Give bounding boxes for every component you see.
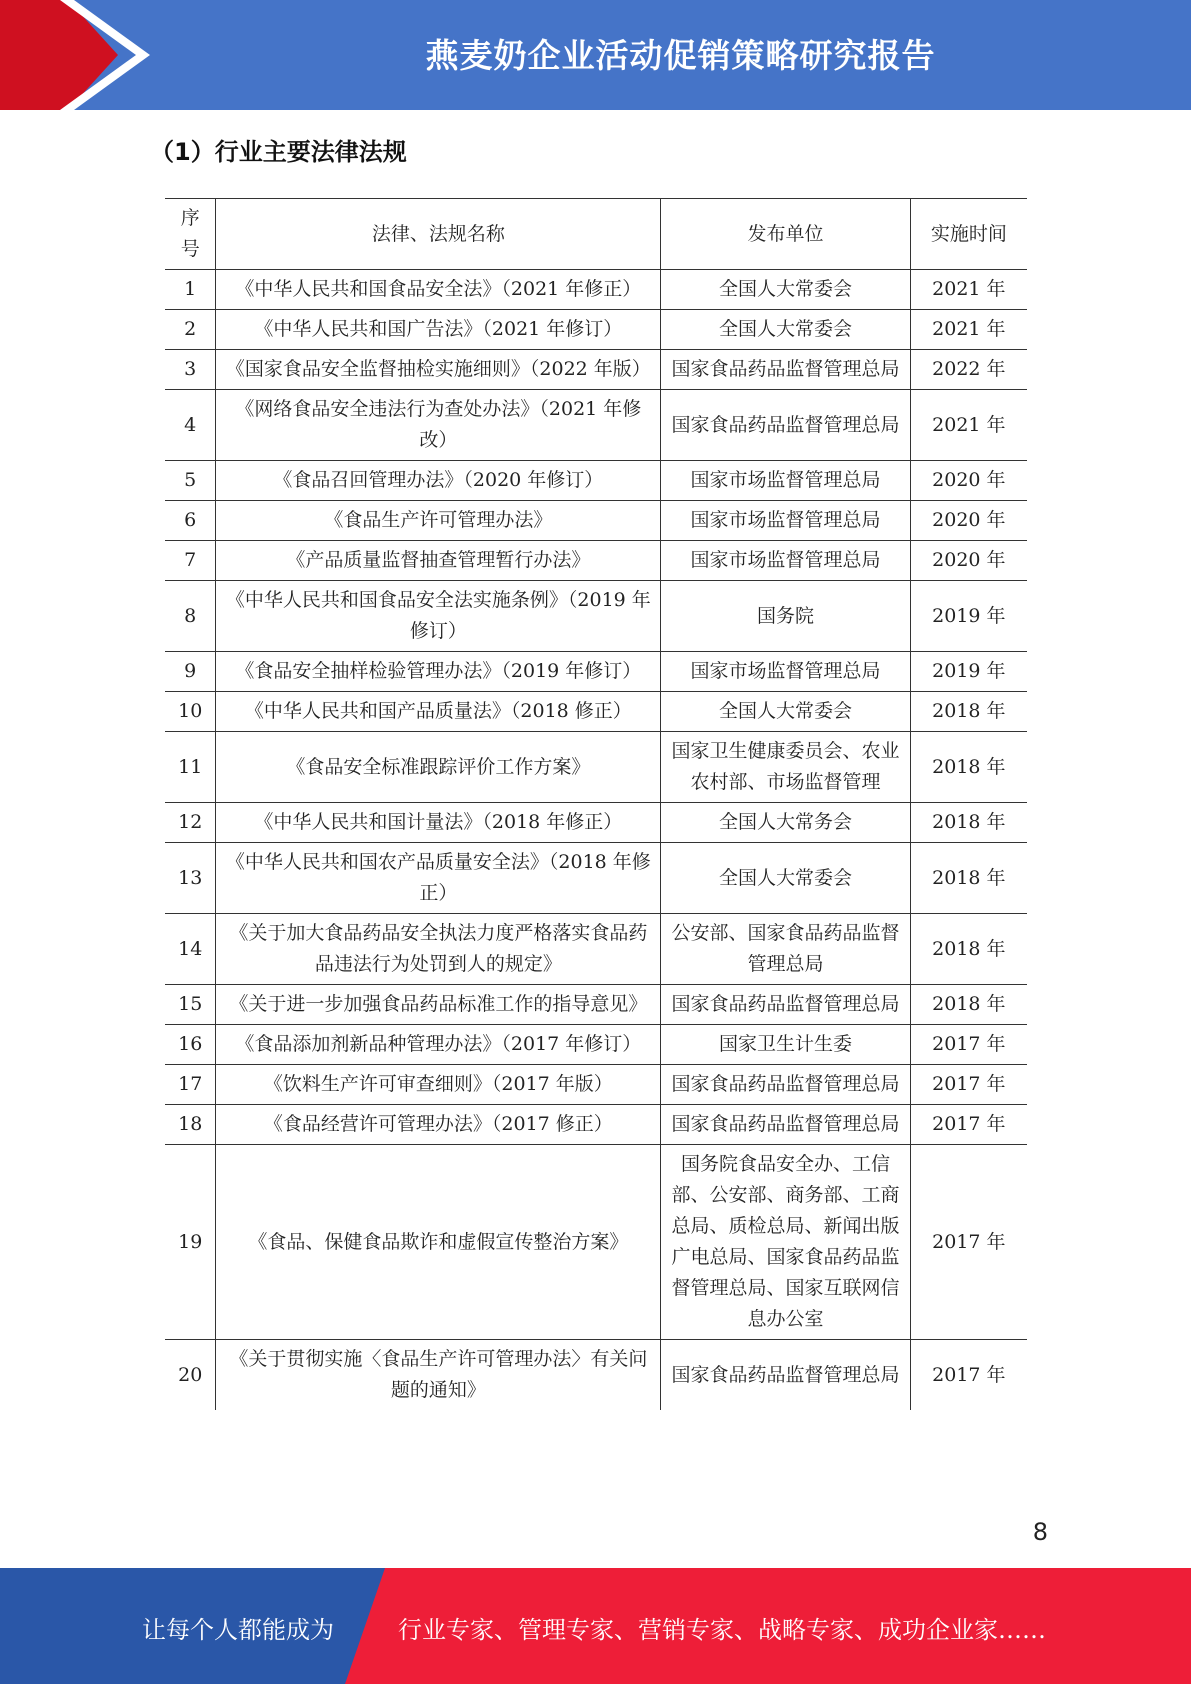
- cell-law-name: 《食品生产许可管理办法》: [216, 501, 661, 541]
- cell-seq: 7: [165, 541, 216, 581]
- cell-year: 2017 年: [910, 1145, 1027, 1340]
- cell-publisher: 国家市场监督管理总局: [661, 461, 910, 501]
- header-year: 实施时间: [910, 199, 1027, 270]
- cell-seq: 8: [165, 581, 216, 652]
- footer-slogan-right: 行业专家、管理专家、营销专家、战略专家、成功企业家……: [398, 1616, 1046, 1644]
- footer-slogan-left: 让每个人都能成为: [142, 1616, 334, 1644]
- cell-law-name: 《食品、保健食品欺诈和虚假宣传整治方案》: [216, 1145, 661, 1340]
- cell-law-name: 《中华人民共和国食品安全法》（2021 年修正）: [216, 270, 661, 310]
- cell-year: 2017 年: [910, 1025, 1027, 1065]
- cell-seq: 3: [165, 350, 216, 390]
- table-row: [165, 390, 1027, 461]
- header-name: 法律、法规名称: [216, 199, 661, 270]
- cell-year: 2020 年: [910, 501, 1027, 541]
- cell-year: 2018 年: [910, 803, 1027, 843]
- cell-publisher: 国家卫生健康委员会、农业农村部、市场监督管理: [661, 732, 910, 803]
- header-seq: 序号: [165, 199, 216, 270]
- table-row: [165, 1340, 1027, 1411]
- page-title: 燕麦奶企业活动促销策略研究报告: [425, 35, 936, 75]
- table-row: [165, 581, 1027, 652]
- cell-seq: 14: [165, 914, 216, 985]
- cell-publisher: 国家卫生计生委: [661, 1025, 910, 1065]
- table-row: [165, 1065, 1027, 1105]
- laws-table: [165, 198, 1027, 1410]
- cell-year: 2017 年: [910, 1065, 1027, 1105]
- cell-publisher: 国家食品药品监督管理总局: [661, 350, 910, 390]
- cell-seq: 5: [165, 461, 216, 501]
- cell-publisher: 国家食品药品监督管理总局: [661, 1340, 910, 1411]
- cell-year: 2021 年: [910, 270, 1027, 310]
- cell-year: 2019 年: [910, 581, 1027, 652]
- table-row: [165, 843, 1027, 914]
- cell-law-name: 《食品安全标准跟踪评价工作方案》: [216, 732, 661, 803]
- cell-year: 2018 年: [910, 843, 1027, 914]
- cell-year: 2021 年: [910, 390, 1027, 461]
- cell-law-name: 《关于贯彻实施〈食品生产许可管理办法〉有关问题的通知》: [216, 1340, 661, 1411]
- table-row: [165, 732, 1027, 803]
- page-number: 8: [1032, 1518, 1048, 1546]
- table-row: [165, 1025, 1027, 1065]
- cell-publisher: 全国人大常委会: [661, 270, 910, 310]
- table-row: [165, 350, 1027, 390]
- cell-publisher: 国家食品药品监督管理总局: [661, 390, 910, 461]
- cell-law-name: 《关于进一步加强食品药品标准工作的指导意见》: [216, 985, 661, 1025]
- table-row: [165, 652, 1027, 692]
- cell-year: 2018 年: [910, 914, 1027, 985]
- cell-law-name: 《产品质量监督抽查管理暂行办法》: [216, 541, 661, 581]
- cell-law-name: 《饮料生产许可审查细则》（2017 年版）: [216, 1065, 661, 1105]
- cell-seq: 11: [165, 732, 216, 803]
- cell-law-name: 《网络食品安全违法行为查处办法》（2021 年修改）: [216, 390, 661, 461]
- cell-publisher: 国务院: [661, 581, 910, 652]
- cell-publisher: 全国人大常委会: [661, 692, 910, 732]
- cell-law-name: 《关于加大食品药品安全执法力度严格落实食品药品违法行为处罚到人的规定》: [216, 914, 661, 985]
- cell-law-name: 《中华人民共和国产品质量法》（2018 修正）: [216, 692, 661, 732]
- table-row: [165, 541, 1027, 581]
- cell-publisher: 国家市场监督管理总局: [661, 652, 910, 692]
- table-row: [165, 803, 1027, 843]
- cell-law-name: 《国家食品安全监督抽检实施细则》（2022 年版）: [216, 350, 661, 390]
- cell-year: 2019 年: [910, 652, 1027, 692]
- table-row: [165, 692, 1027, 732]
- table-row: [165, 1105, 1027, 1145]
- cell-publisher: 国家食品药品监督管理总局: [661, 985, 910, 1025]
- cell-year: 2020 年: [910, 541, 1027, 581]
- table-row: [165, 914, 1027, 985]
- cell-year: 2022 年: [910, 350, 1027, 390]
- cell-seq: 1: [165, 270, 216, 310]
- cell-law-name: 《中华人民共和国食品安全法实施条例》（2019 年修订）: [216, 581, 661, 652]
- cell-law-name: 《中华人民共和国计量法》（2018 年修正）: [216, 803, 661, 843]
- table-row: [165, 270, 1027, 310]
- cell-seq: 13: [165, 843, 216, 914]
- cell-year: 2021 年: [910, 310, 1027, 350]
- cell-seq: 19: [165, 1145, 216, 1340]
- cell-publisher: 国务院食品安全办、工信部、公安部、商务部、工商总局、质检总局、新闻出版广电总局、国家食品药品监督管理总局、国家互联网信息办公室: [661, 1145, 910, 1340]
- cell-publisher: 全国人大常务会: [661, 803, 910, 843]
- cell-seq: 17: [165, 1065, 216, 1105]
- cell-seq: 9: [165, 652, 216, 692]
- section-title: （1）行业主要法律法规: [150, 138, 407, 166]
- cell-publisher: 国家市场监督管理总局: [661, 501, 910, 541]
- table-header-row: [165, 199, 1027, 270]
- cell-law-name: 《中华人民共和国广告法》（2021 年修订）: [216, 310, 661, 350]
- cell-law-name: 《中华人民共和国农产品质量安全法》（2018 年修正）: [216, 843, 661, 914]
- cell-seq: 6: [165, 501, 216, 541]
- cell-year: 2018 年: [910, 985, 1027, 1025]
- cell-publisher: 公安部、国家食品药品监督管理总局: [661, 914, 910, 985]
- cell-publisher: 国家食品药品监督管理总局: [661, 1065, 910, 1105]
- cell-seq: 18: [165, 1105, 216, 1145]
- header-publisher: 发布单位: [661, 199, 910, 270]
- table-row: [165, 310, 1027, 350]
- cell-law-name: 《食品经营许可管理办法》（2017 修正）: [216, 1105, 661, 1145]
- cell-seq: 4: [165, 390, 216, 461]
- cell-year: 2018 年: [910, 732, 1027, 803]
- cell-law-name: 《食品召回管理办法》（2020 年修订）: [216, 461, 661, 501]
- cell-publisher: 国家市场监督管理总局: [661, 541, 910, 581]
- cell-seq: 12: [165, 803, 216, 843]
- cell-seq: 20: [165, 1340, 216, 1411]
- table-row: [165, 985, 1027, 1025]
- table-row: [165, 501, 1027, 541]
- cell-publisher: 全国人大常委会: [661, 843, 910, 914]
- cell-year: 2017 年: [910, 1105, 1027, 1145]
- cell-seq: 15: [165, 985, 216, 1025]
- cell-publisher: 国家食品药品监督管理总局: [661, 1105, 910, 1145]
- cell-seq: 16: [165, 1025, 216, 1065]
- cell-seq: 10: [165, 692, 216, 732]
- cell-year: 2018 年: [910, 692, 1027, 732]
- cell-law-name: 《食品安全抽样检验管理办法》（2019 年修订）: [216, 652, 661, 692]
- table-row: [165, 461, 1027, 501]
- cell-law-name: 《食品添加剂新品种管理办法》（2017 年修订）: [216, 1025, 661, 1065]
- cell-publisher: 全国人大常委会: [661, 310, 910, 350]
- cell-year: 2020 年: [910, 461, 1027, 501]
- cell-seq: 2: [165, 310, 216, 350]
- cell-year: 2017 年: [910, 1340, 1027, 1411]
- table-row: [165, 1145, 1027, 1340]
